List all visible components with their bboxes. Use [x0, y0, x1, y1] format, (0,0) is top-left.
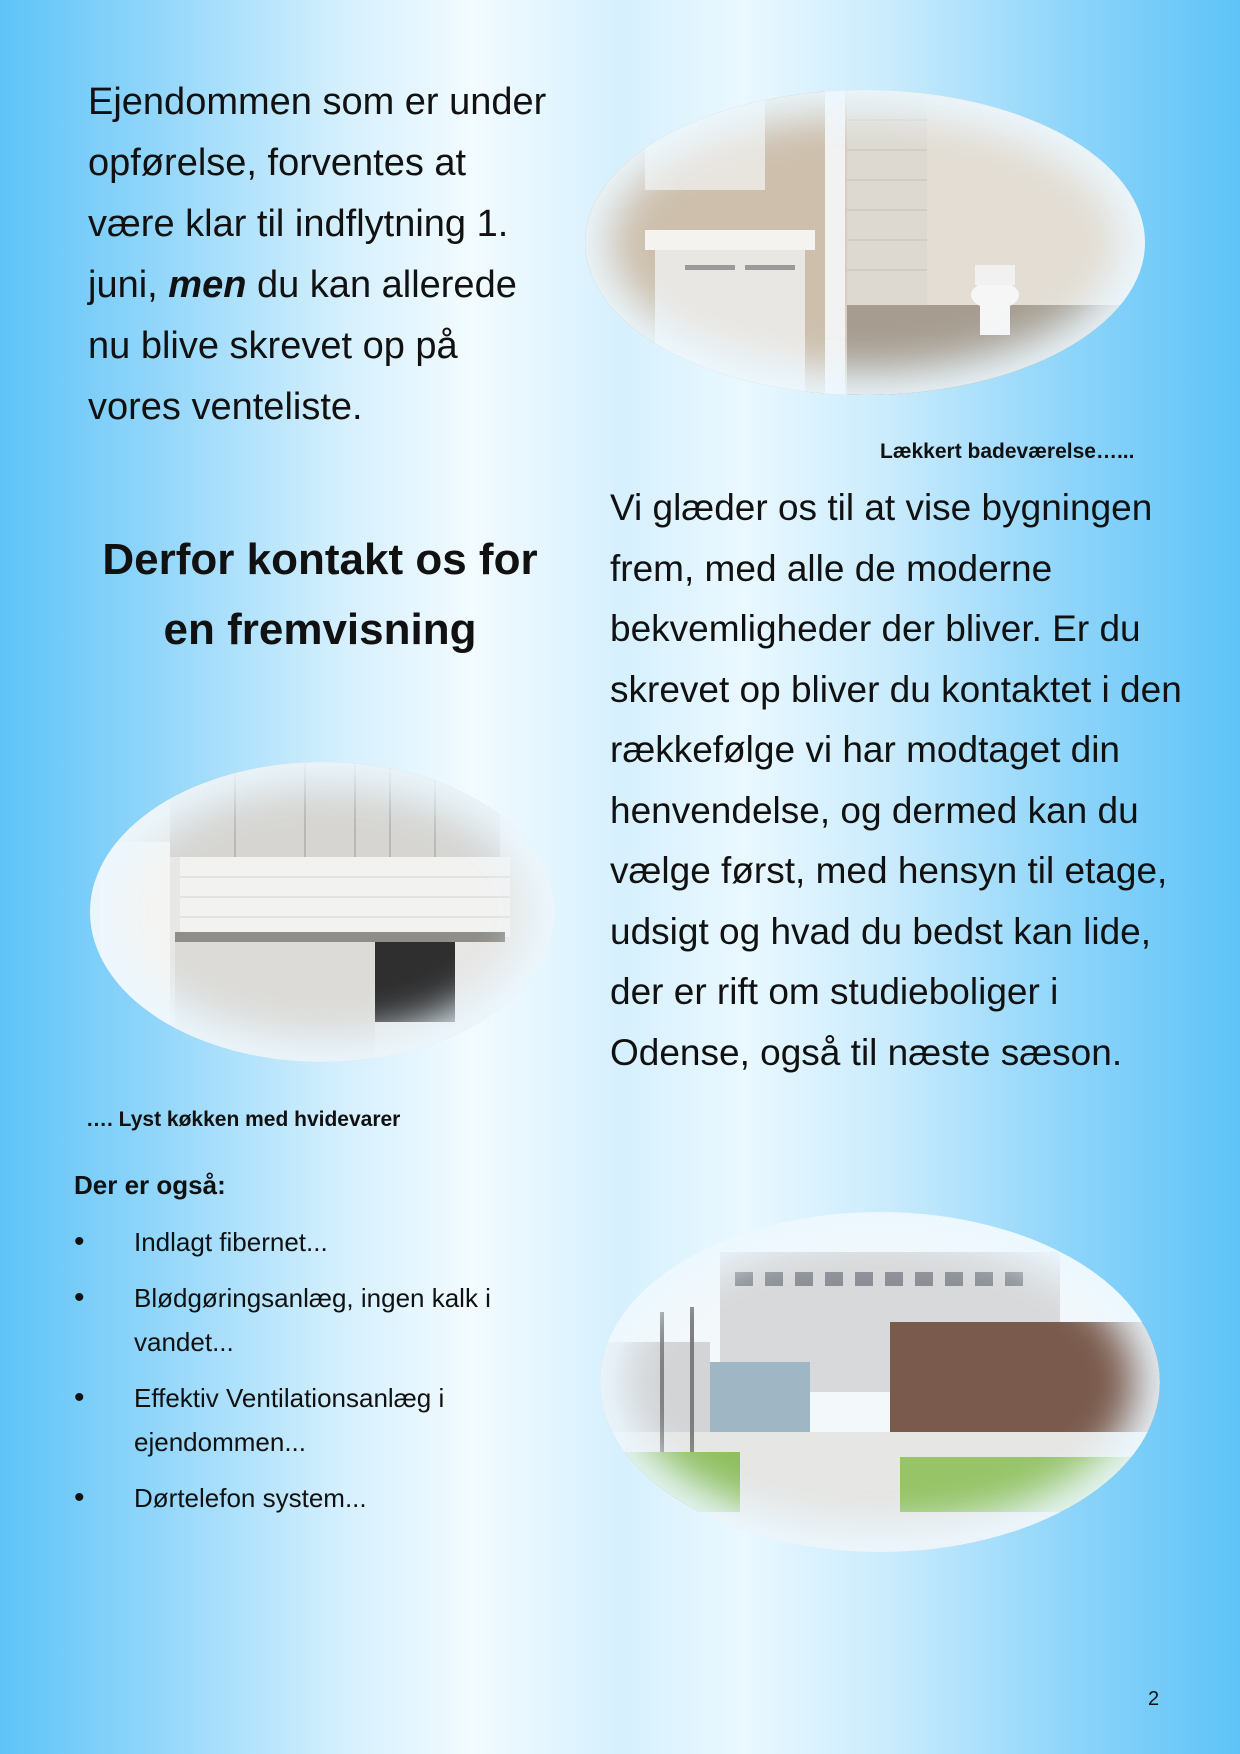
contact-heading-line1: Derfor kontakt os for	[102, 535, 538, 584]
kitchen-caption: …. Lyst køkken med hvidevarer	[86, 1108, 401, 1131]
intro-text-before: Ejendommen som er under opførelse, forventes at være klar til indflytning 1. juni,	[88, 81, 547, 306]
contact-heading-line2: en fremvisning	[163, 605, 477, 654]
body-paragraph: Vi glæder os til at vise bygningen frem, med alle de moderne bekvemligheder der bliver. Er du skrevet op bliver du kontaktet i den rækkefølge vi har modtaget din henvendelse, og dermed kan du vælge først, med hensyn til etage, udsigt og hvad du bedst kan lide, der er rift om studieboliger i Odense, også til næste sæson.	[610, 487, 1182, 1073]
campus-photo	[600, 1212, 1160, 1552]
kitchen-photo	[90, 762, 555, 1062]
intro-text-after: du kan allerede nu blive skrevet op på vores venteliste.	[88, 264, 517, 428]
feature-item-ventilation: • Effektiv Ventilationsanlæg i ejendommen...	[74, 1376, 594, 1464]
feature-item-fibernet: • Indlagt fibernet...	[74, 1220, 594, 1264]
feature-item-water-softener: • Blødgøringsanlæg, ingen kalk i vandet...	[74, 1276, 594, 1364]
intro-paragraph	[88, 72, 558, 438]
bathroom-caption: Lækkert badeværelse…...	[880, 440, 1135, 463]
bathroom-photo	[585, 90, 1145, 395]
feature-item-door-phone: • Dørtelefon system...	[74, 1476, 594, 1520]
features-title: Der er også:	[74, 1170, 226, 1200]
intro-emphasis: men	[168, 264, 247, 306]
page-number: 2	[1148, 1688, 1160, 1710]
features-list	[74, 1220, 594, 1532]
contact-heading	[80, 525, 560, 665]
